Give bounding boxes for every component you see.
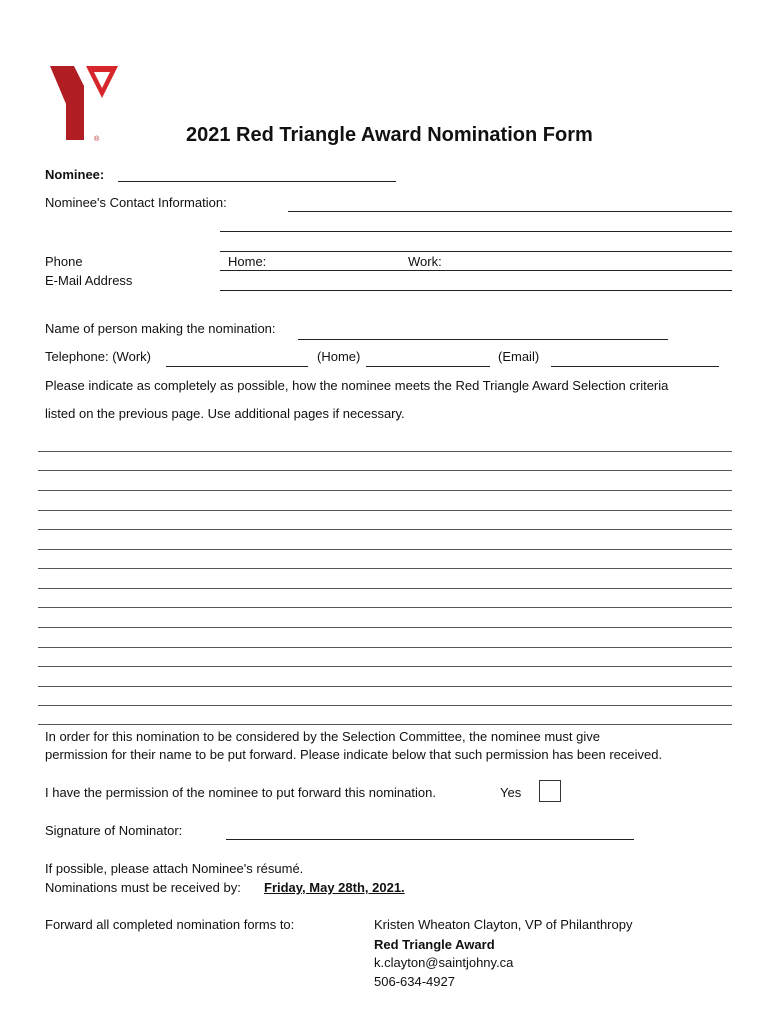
writing-line[interactable] (38, 724, 732, 725)
instructions-line-2: listed on the previous page. Use additional pages if necessary. (45, 406, 405, 421)
writing-line[interactable] (38, 451, 732, 452)
writing-line[interactable] (38, 627, 732, 628)
logo-registered-mark: ® (94, 136, 100, 143)
phone-field[interactable] (220, 270, 732, 271)
telephone-work-field[interactable] (166, 366, 308, 367)
forward-label: Forward all completed nomination forms to: (45, 917, 295, 932)
writing-line[interactable] (38, 666, 732, 667)
email-label: E-Mail Address (45, 273, 133, 288)
nominator-name-label: Name of person making the nomination: (45, 321, 276, 336)
page-title: 2021 Red Triangle Award Nomination Form (186, 124, 593, 146)
writing-line[interactable] (38, 470, 732, 471)
permission-yes-checkbox[interactable] (539, 780, 561, 802)
logo-y-shape (50, 66, 84, 140)
writing-line[interactable] (38, 588, 732, 589)
instructions-line-1: Please indicate as completely as possible, how the nominee meets the Red Triangle Award Selection criteria (45, 378, 669, 393)
work-phone-label: Work: (408, 254, 442, 269)
email-paren-label: (Email) (498, 349, 540, 364)
email-field[interactable] (220, 290, 732, 291)
writing-line[interactable] (38, 705, 732, 706)
signature-field[interactable] (226, 839, 634, 840)
writing-line[interactable] (38, 647, 732, 648)
nominee-field[interactable] (118, 181, 396, 182)
writing-line[interactable] (38, 529, 732, 530)
signature-label: Signature of Nominator: (45, 823, 183, 838)
writing-line[interactable] (38, 549, 732, 550)
deadline-label: Nominations must be received by: (45, 880, 241, 895)
yes-label: Yes (500, 785, 522, 800)
writing-line[interactable] (38, 490, 732, 491)
contact-email: k.clayton@saintjohny.ca (374, 955, 514, 970)
contact-info-label: Nominee's Contact Information: (45, 195, 227, 210)
contact-info-line-2[interactable] (220, 231, 732, 232)
writing-line[interactable] (38, 568, 732, 569)
contact-award: Red Triangle Award (374, 937, 495, 952)
attach-resume-text: If possible, please attach Nominee's résumé. (45, 861, 304, 876)
telephone-work-label: Telephone: (Work) (45, 349, 151, 364)
permission-text-line-1: In order for this nomination to be considered by the Selection Committee, the nominee must give (45, 729, 600, 744)
telephone-home-label: (Home) (317, 349, 361, 364)
permission-statement: I have the permission of the nominee to put forward this nomination. (45, 785, 436, 800)
home-phone-label: Home: (228, 254, 267, 269)
nominator-name-field[interactable] (298, 339, 668, 340)
writing-line[interactable] (38, 607, 732, 608)
contact-phone: 506-634-4927 (374, 974, 455, 989)
permission-text-line-2: permission for their name to be put forward. Please indicate below that such permission has been received. (45, 747, 663, 762)
ymca-logo (48, 64, 120, 144)
contact-name: Kristen Wheaton Clayton, VP of Philanthropy (374, 917, 633, 932)
writing-line[interactable] (38, 686, 732, 687)
contact-info-line-3[interactable] (220, 251, 732, 252)
telephone-home-field[interactable] (366, 366, 490, 367)
deadline-date: Friday, May 28th, 2021. (264, 880, 405, 895)
contact-info-line-1[interactable] (288, 211, 732, 212)
writing-line[interactable] (38, 510, 732, 511)
phone-label: Phone (45, 254, 83, 269)
nominee-label: Nominee: (45, 167, 105, 182)
nominator-email-field[interactable] (551, 366, 719, 367)
